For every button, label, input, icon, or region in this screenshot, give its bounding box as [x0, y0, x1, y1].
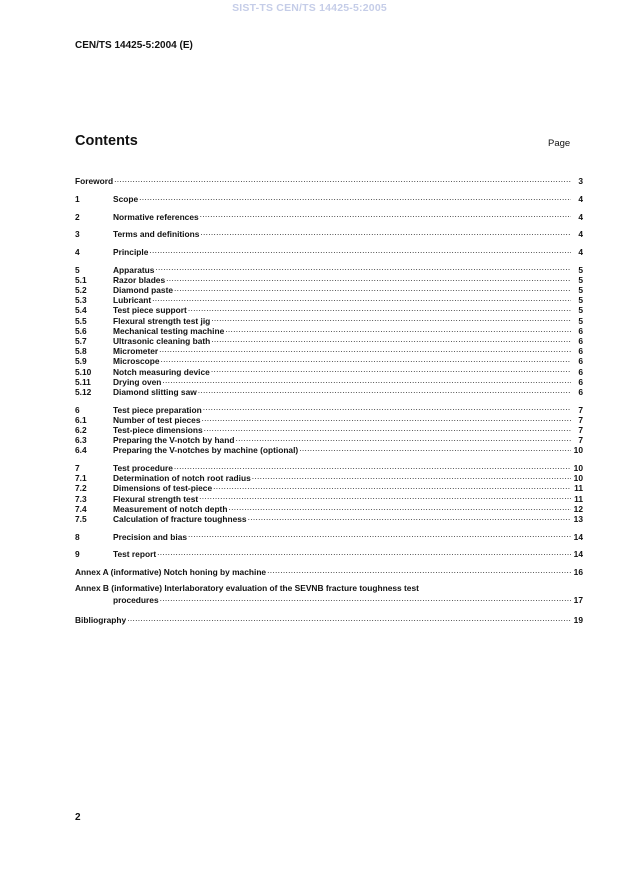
toc-entry-title: Terms and definitions: [113, 229, 200, 240]
toc-entry-number: 5.12: [75, 386, 92, 397]
dot-leader: [161, 354, 571, 364]
toc-entry-number: 5.7: [75, 335, 87, 346]
toc-entry-title: Test piece support: [113, 305, 187, 316]
toc-entry-page: 6: [578, 325, 583, 336]
toc-entry-number: 5.6: [75, 325, 87, 336]
toc-entry-title: Flexural strength test jig: [113, 315, 211, 326]
dot-leader: [200, 227, 571, 237]
dot-leader: [228, 502, 571, 512]
toc-entry-number: 7.4: [75, 503, 87, 514]
toc-entry-page: 6: [578, 376, 583, 387]
toc-entry[interactable]: [75, 174, 583, 187]
toc-entry-number: 2: [75, 211, 80, 222]
toc-entry-page: 6: [578, 386, 583, 397]
dot-leader: [114, 174, 571, 184]
toc-entry-page: 17: [573, 594, 583, 605]
dot-leader: [152, 293, 571, 303]
dot-leader: [248, 512, 571, 522]
toc-entry-page: 4: [578, 229, 583, 240]
dot-leader: [162, 375, 571, 385]
toc-entry-title: Notch measuring device: [113, 366, 210, 377]
dot-leader: [225, 324, 571, 334]
toc-entry-page: 6: [578, 366, 583, 377]
toc-entry-title: Precision and bias: [113, 531, 188, 542]
toc-entry[interactable]: [75, 481, 583, 494]
table-of-contents: [75, 174, 583, 623]
toc-entry-title: Diamond paste: [113, 285, 174, 295]
toc-entry-title: Principle: [113, 246, 149, 257]
toc-entry[interactable]: [75, 313, 583, 326]
toc-entry-number: 5: [75, 264, 80, 275]
toc-entry-title: Preparing the V-notches by machine (optional): [113, 445, 299, 456]
toc-entry-page: 12: [573, 503, 583, 514]
toc-entry[interactable]: [75, 433, 583, 446]
toc-entry-page: 7: [578, 424, 583, 435]
toc-entry-number: 7.2: [75, 483, 87, 494]
dot-leader: [199, 491, 571, 501]
toc-entry-title: Measurement of notch depth: [113, 503, 228, 514]
dot-leader: [157, 547, 571, 557]
toc-entry[interactable]: [75, 547, 583, 560]
toc-entry[interactable]: [75, 293, 583, 306]
toc-entry[interactable]: [75, 443, 583, 456]
toc-entry[interactable]: [75, 324, 583, 334]
toc-entry-page: 16: [573, 567, 583, 577]
toc-entry[interactable]: [75, 334, 583, 344]
dot-leader: [211, 334, 571, 344]
toc-entry[interactable]: [75, 192, 583, 202]
toc-entry[interactable]: [75, 461, 583, 471]
dot-leader: [155, 262, 571, 272]
toc-entry-number: 5.10: [75, 366, 92, 377]
toc-entry-number: 5.1: [75, 274, 87, 285]
toc-entry-number: 6.2: [75, 424, 87, 435]
dot-leader: [200, 209, 571, 219]
toc-entry-page: 7: [578, 435, 583, 446]
toc-entry-title: Annex A (informative) Notch honing by machine: [75, 567, 267, 577]
toc-entry-title: Lubricant: [113, 295, 152, 306]
toc-entry-title: Foreword: [75, 176, 114, 187]
toc-entry-title: Annex B (informative) Interlaboratory evaluation of the SEVNB fracture toughness test: [75, 582, 419, 593]
dot-leader: [188, 303, 571, 313]
toc-entry[interactable]: [75, 491, 583, 504]
toc-entry-title: Micrometer: [113, 346, 159, 357]
toc-entry-page: 11: [574, 483, 583, 494]
toc-entry[interactable]: [75, 262, 583, 275]
dot-leader: [267, 565, 571, 575]
toc-entry-page: 5: [578, 295, 583, 306]
toc-entry-number: 4: [75, 246, 80, 257]
toc-entry-page: 6: [578, 356, 583, 367]
toc-entry-title: Number of test pieces: [113, 414, 201, 425]
toc-entry-page: 4: [578, 193, 583, 204]
toc-entry-number: 7.5: [75, 513, 87, 524]
toc-entry-title: Ultrasonic cleaning bath: [113, 335, 211, 346]
toc-entry[interactable]: [75, 354, 583, 367]
toc-entry[interactable]: [75, 402, 583, 415]
toc-entry-number: 6: [75, 404, 80, 415]
toc-entry-title: Determination of notch root radius: [113, 473, 251, 484]
dot-leader: [252, 471, 571, 481]
dot-leader: [213, 481, 571, 491]
toc-entry-title: Drying oven: [113, 376, 162, 387]
toc-entry-title: Test-piece dimensions: [113, 424, 203, 435]
toc-entry[interactable]: [75, 375, 583, 385]
dot-leader: [211, 313, 571, 323]
toc-entry-number: 8: [75, 531, 80, 542]
toc-entry-title: Test report: [113, 549, 157, 560]
toc-entry-page: 4: [578, 211, 583, 222]
toc-entry-title: Diamond slitting saw: [113, 386, 197, 397]
toc-entry-title-continued: procedures: [113, 594, 159, 605]
dot-leader: [166, 273, 571, 283]
toc-entry[interactable]: [75, 502, 583, 512]
document-id: CEN/TS 14425-5:2004 (E): [75, 40, 193, 51]
toc-entry-title: Microscope: [113, 356, 160, 367]
toc-entry-number: 7: [75, 463, 80, 473]
toc-entry[interactable]: [75, 512, 583, 522]
toc-entry-page: 14: [573, 531, 583, 542]
toc-entry-number: 5.11: [75, 376, 91, 387]
toc-entry-number: 5.3: [75, 295, 87, 306]
toc-entry-bibliography[interactable]: [75, 613, 583, 623]
dot-leader: [211, 364, 571, 374]
toc-entry[interactable]: [75, 283, 583, 293]
toc-entry-number: 1: [75, 193, 80, 204]
dot-leader: [198, 385, 571, 395]
page-column-label: Page: [548, 138, 571, 149]
toc-entry[interactable]: [75, 303, 583, 316]
toc-entry-page: 6: [578, 335, 583, 346]
toc-entry-number: 7.3: [75, 493, 87, 504]
toc-entry-page: 5: [578, 305, 583, 316]
toc-entry-page: 7: [578, 414, 583, 425]
toc-entry-title: Bibliography: [75, 614, 127, 625]
toc-entry-page: 5: [578, 274, 583, 285]
toc-entry-title: Scope: [113, 193, 139, 204]
toc-entry-title: Preparing the V-notch by hand: [113, 435, 235, 446]
toc-entry-number: 6.4: [75, 445, 87, 456]
toc-entry-page: 13: [573, 513, 583, 524]
toc-entry-page: 5: [578, 315, 583, 326]
toc-entry-page: 3: [578, 176, 583, 187]
dot-leader: [203, 402, 571, 412]
dot-leader: [235, 433, 571, 443]
toc-entry-title: Dimensions of test-piece: [113, 483, 213, 494]
toc-entry-page: 11: [574, 493, 583, 504]
toc-entry-number: 6.3: [75, 435, 87, 446]
toc-entry[interactable]: [75, 385, 583, 395]
toc-entry-page: 10: [573, 445, 583, 456]
watermark: SIST-TS CEN/TS 14425-5:2005: [232, 2, 387, 14]
dot-leader: [159, 344, 571, 354]
toc-entry-page: 6: [578, 346, 583, 357]
toc-entry-page: 14: [573, 549, 583, 560]
dot-leader: [299, 443, 571, 453]
dot-leader: [202, 413, 572, 423]
toc-entry-page: 7: [578, 404, 583, 415]
toc-entry-title: Flexural strength test: [113, 493, 199, 504]
dot-leader: [174, 283, 571, 293]
dot-leader: [188, 529, 571, 539]
toc-entry-number: 3: [75, 229, 80, 240]
toc-entry-annex-a[interactable]: [75, 565, 583, 575]
toc-entry-title: Test procedure: [113, 463, 173, 473]
toc-entry-number: 6.1: [75, 414, 87, 425]
toc-entry[interactable]: [75, 471, 583, 484]
toc-entry-number: 9: [75, 549, 80, 560]
toc-entry-title: Apparatus: [113, 264, 155, 275]
toc-entry-title: Normative references: [113, 211, 199, 222]
toc-entry-page: 4: [578, 246, 583, 257]
toc-entry-page: 10: [573, 473, 583, 484]
dot-leader: [127, 613, 571, 623]
toc-entry-page: 5: [578, 285, 583, 295]
toc-entry-number: 5.2: [75, 285, 87, 295]
contents-heading: Contents: [75, 133, 138, 149]
toc-entry-title: Calculation of fracture toughness: [113, 513, 247, 524]
toc-entry[interactable]: [75, 227, 583, 240]
toc-entry[interactable]: [75, 344, 583, 357]
toc-entry-page: 5: [578, 264, 583, 275]
toc-entry-number: 5.8: [75, 346, 87, 357]
dot-leader: [139, 192, 571, 202]
page-number: 2: [75, 812, 81, 823]
toc-entry[interactable]: [75, 529, 583, 542]
toc-entry[interactable]: [75, 423, 583, 433]
toc-entry[interactable]: [75, 413, 583, 423]
toc-entry-title: Razor blades: [113, 274, 166, 285]
dot-leader: [160, 593, 571, 603]
dot-leader: [204, 423, 571, 433]
toc-entry[interactable]: [75, 209, 583, 222]
toc-entry[interactable]: [75, 273, 583, 283]
toc-entry-annex-b[interactable]: [75, 583, 583, 606]
toc-entry-number: 5.9: [75, 356, 87, 367]
dot-leader: [174, 461, 571, 471]
toc-entry[interactable]: [75, 364, 583, 377]
toc-entry-title: Mechanical testing machine: [113, 325, 225, 336]
toc-entry-title: Test piece preparation: [113, 404, 202, 415]
toc-entry-page: 10: [573, 463, 583, 473]
dot-leader: [149, 245, 571, 255]
toc-entry-number: 5.4: [75, 305, 87, 316]
toc-entry-number: 7.1: [75, 473, 87, 484]
toc-entry[interactable]: [75, 245, 583, 255]
toc-entry-number: 5.5: [75, 315, 87, 326]
toc-entry-page: 19: [573, 614, 583, 625]
